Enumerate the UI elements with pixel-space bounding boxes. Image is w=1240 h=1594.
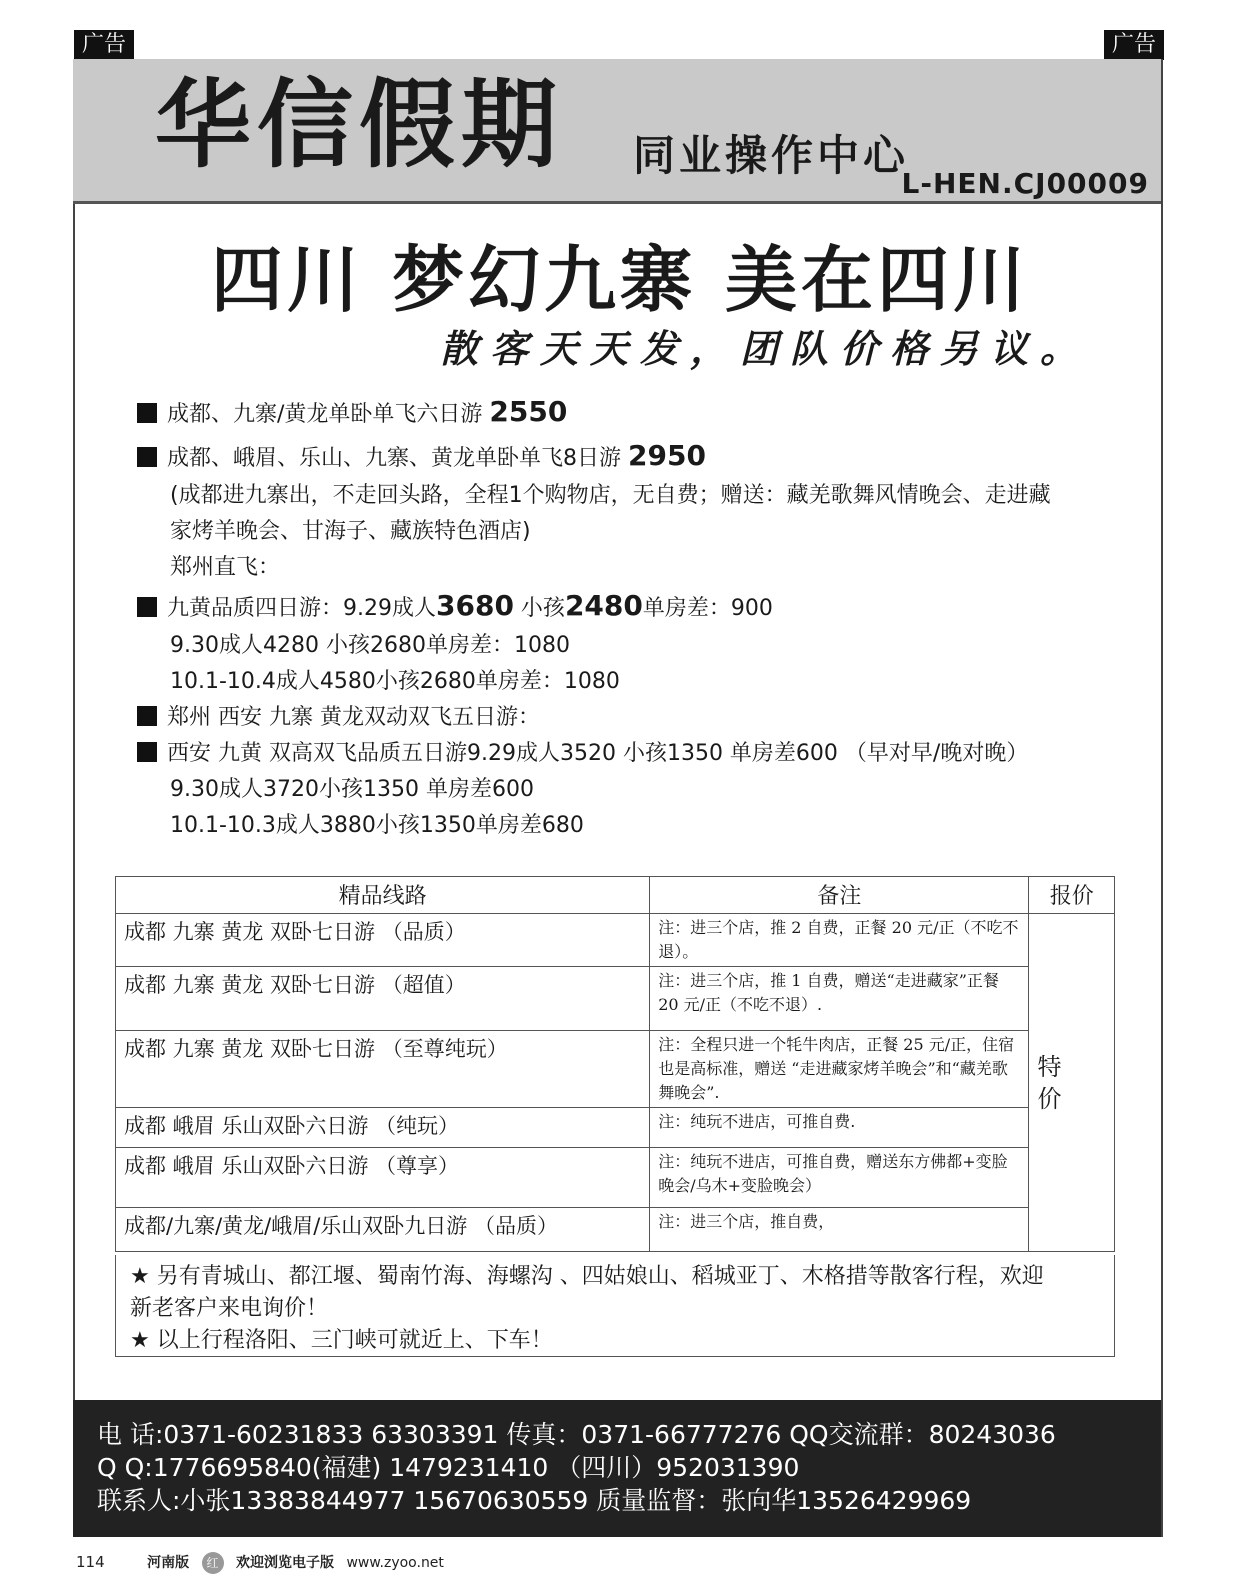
route-item-1 [137,395,568,429]
route-text: 西安 九黄 双高双飞品质五日游9.29成人3520 小孩1350 单房差600 （早对早/晚对晚） [167,741,1029,766]
note-line: ★ 以上行程洛阳、三门峡可就近上、下车！ [130,1328,553,1353]
zhengzhou-direct: 郑州直飞： [170,555,281,580]
route-5-line-3: 10.1-10.3成人3880小孩1350单房差680 [170,813,584,838]
table-row [116,1148,1115,1208]
page-number: 114 [76,1553,105,1571]
route-text: 成都、九寨/黄龙单卧单飞六日游 [167,402,483,427]
route-cell: 成都 九寨 黄龙 双卧七日游 （至尊纯玩） [116,1031,650,1108]
ad-label-left: 广告 [74,30,134,60]
edition-label: 河南版 [147,1555,190,1571]
additional-notes [115,1255,1115,1357]
route-item-4 [137,704,540,732]
route-note-line-2: 家烤羊晚会、甘海子、藏族特色酒店) [170,519,531,544]
table-row [116,1208,1115,1252]
header-band [73,59,1161,204]
note-line: ★ 另有青城山、都江堰、蜀南竹海、海螺沟 、四姑娘山、稻城亚丁、木格措等散客行程，欢迎 [130,1264,1044,1289]
route-item-2 [137,439,706,473]
slogan: 散客天天发，团队价格另议。 [439,326,1090,371]
note-cell: 注：全程只进一个牦牛肉店，正餐 25 元/正，住宿也是高标准，赠送 “走进藏家烤羊晚会”和“藏羌歌舞晚会”. [650,1031,1029,1108]
contact-qq-line: Q Q:1776695840(福建) 1479231410 （四川）952031390 [97,1453,800,1482]
bullet-square-icon [137,742,157,762]
contact-person-line: 联系人:小张13383844977 15670630559 质量监督：张向华13526429969 [97,1486,972,1515]
ad-label-right: 广告 [1104,30,1164,60]
adult-price: 3680 [436,589,514,622]
contact-phone-line: 电 话:0371-60231833 63303391 传真：0371-66777276 QQ交流群：80243036 [97,1420,1056,1449]
header-note: 备注 [650,877,1029,914]
table-row [116,914,1115,967]
bullet-square-icon [137,706,157,726]
table-row [116,967,1115,1031]
route-price: 2550 [489,395,568,428]
welcome-text: 欢迎浏览电子版 [236,1555,334,1571]
routes-table [115,876,1115,1252]
child-label: 小孩 [513,596,565,621]
route-cell: 成都 九寨 黄龙 双卧七日游 （超值） [116,967,650,1031]
note-cell: 注：纯玩不进店，可推自费，赠送东方佛都+变脸晚会/乌木+变脸晚会） [650,1148,1029,1208]
brand-subtitle: 同业操作中心 [633,131,910,180]
site-url[interactable]: www.zyoo.net [346,1555,444,1571]
route-cell: 成都 峨眉 乐山双卧六日游 （尊享） [116,1148,650,1208]
route-item-5 [137,740,1028,768]
table-header-row [116,877,1115,914]
route-item-3 [137,589,773,623]
bullet-square-icon [137,403,157,423]
route-3-line-3: 10.1-10.4成人4580小孩2680单房差：1080 [170,669,620,694]
special-price: 特价 [1037,1052,1062,1113]
header-price: 报价 [1029,877,1115,914]
main-title: 四川 梦幻九寨 美在四川 [210,238,1030,322]
route-5-line-2: 9.30成人3720小孩1350 单房差600 [170,777,534,802]
note-line: 新老客户来电询价！ [130,1296,329,1321]
note-cell: 注：进三个店，推 1 自费，赠送“走进藏家”正餐 20 元/正（不吃不退）. [650,967,1029,1031]
route-text: 成都、峨眉、乐山、九寨、黄龙单卧单飞8日游 [167,446,621,471]
child-price: 2480 [564,589,643,622]
license-number: L-HEN.CJ00009 [901,167,1149,200]
brand-title: 华信假期 [155,69,563,181]
route-3-line-2: 9.30成人4280 小孩2680单房差：1080 [170,633,570,658]
note-cell: 注：进三个店，推自费， [650,1208,1029,1252]
logo-icon: 红 [202,1552,224,1574]
note-cell: 注：进三个店，推 2 自费，正餐 20 元/正（不吃不退）。 [650,914,1029,967]
bullet-square-icon [137,597,157,617]
route-text: 九黄品质四日游：9.29成人 [167,596,436,621]
route-cell: 成都/九寨/黄龙/峨眉/乐山双卧九日游 （品质） [116,1208,650,1252]
table-row [116,1031,1115,1108]
page-footer [76,1552,444,1574]
single-room-diff: 单房差：900 [642,596,773,621]
note-cell: 注：纯玩不进店，可推自费. [650,1108,1029,1148]
table-row [116,1108,1115,1148]
route-text: 郑州 西安 九寨 黄龙双动双飞五日游： [167,705,540,730]
bullet-square-icon [137,447,157,467]
route-cell: 成都 峨眉 乐山双卧六日游 （纯玩） [116,1108,650,1148]
route-note-line-1: (成都进九寨出，不走回头路，全程1个购物店，无自费；赠送：藏羌歌舞风情晚会、走进藏 [170,483,1051,508]
header-route: 精品线路 [116,877,650,914]
route-cell: 成都 九寨 黄龙 双卧七日游 （品质） [116,914,650,967]
contact-bar [73,1400,1161,1537]
route-price: 2950 [628,439,706,472]
price-cell [1029,914,1115,1252]
